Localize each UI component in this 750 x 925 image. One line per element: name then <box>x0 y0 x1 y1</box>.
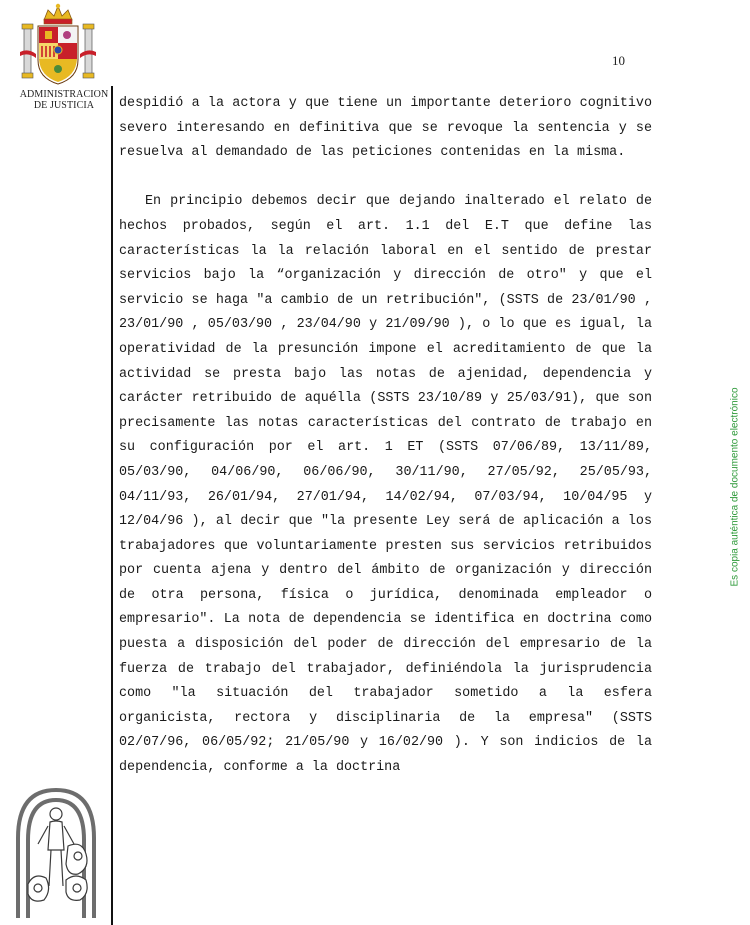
hercules-lions-emblem-icon <box>6 768 106 918</box>
margin-rule <box>111 86 113 925</box>
admin-line-2: DE JUSTICIA <box>33 100 95 111</box>
administracion-justicia-header <box>8 2 109 111</box>
paragraph-1: despidió a la actora y que tiene un importante deterioro cognitivo severo interesando en definitiva que se revoque la sentencia y se resuelva al demandado de las peticiones contenidas en la misma. <box>119 96 652 161</box>
paragraph-2: En principio debemos decir que dejando inalterado el relato de hechos probados, según el art. 1.1 del E.T que define las características la la relación laboral en el sentido de prestar servicios bajo la “organización y dirección de otro" y que el servicio se haga "a cambio de un retribución", (SSTS de 23/01/90 , 23/01/90 , 05/03/90 , 23/04/90 y 21/09/90 ), o lo que es igual, la operatividad de la presunción impone el acreditamiento de que la actividad se presta bajo las notas de ajenidad, dependencia y carácter retribuido de aquélla (SSTS 23/10/89 y 25/03/91), que son precisamente las notas características del contrato de trabajo en su configuración por el art. 1 ET (SSTS 07/06/89, 13/11/89, 05/03/90, 04/06/90, 06/06/90, 30/11/90, 27/05/92, 25/05/93, 04/11/93, 26/01/94, 27/01/94, 14/02/94, 07/03/94, 10/04/95 y 12/04/96 ), al decir que "la presente Ley será de aplicación a los trabajadores que voluntariamente presten sus servicios retribuidos por cuenta ajena y dentro del ámbito de organización y dirección de otra persona, física o jurídica, denominada empleador o empresario". La nota de dependencia se identifica en doctrina como puesta a disposición del poder de dirección del empresario de la fuerza de trabajo del trabajador, definiéndola la jurisprudencia como "la situación del trabajador sometido a la esfera organicista, rectora y disciplinaria de la empresa" (SSTS 02/07/96, 06/05/92; 21/05/90 y 16/02/90 ). Y son indicios de la dependencia, conforme a la doctrina <box>119 194 652 776</box>
coat-of-arms-icon <box>18 2 98 88</box>
junta-andalucia-emblem <box>6 768 106 918</box>
authenticity-note: Es copia auténtica de documento electrónico <box>729 387 741 587</box>
admin-line-1: ADMINISTRACION <box>19 89 109 100</box>
document-body <box>119 92 652 781</box>
page-number: 10 <box>612 53 625 68</box>
